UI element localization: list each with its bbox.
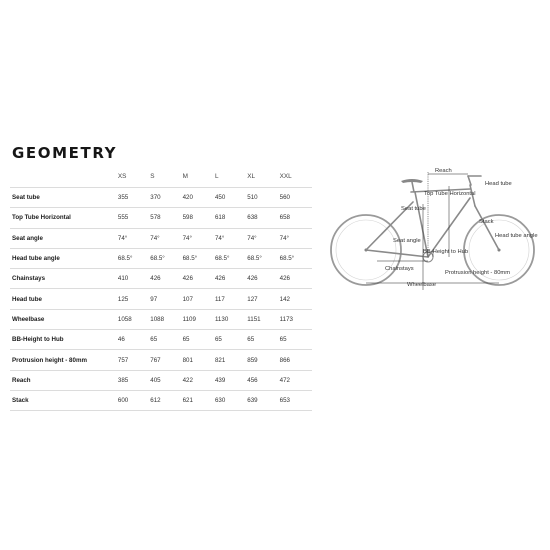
table-header-row — [10, 166, 312, 188]
table-cell: 472 — [279, 376, 290, 384]
geometry-table — [10, 166, 312, 411]
bike-frame — [366, 176, 499, 257]
row-label: Reach — [12, 376, 31, 384]
table-cell: 422 — [182, 376, 193, 384]
table-cell: 456 — [247, 376, 258, 384]
diagram-label-head-tube: Head tube — [485, 181, 512, 187]
table-cell: 618 — [214, 214, 226, 222]
table-cell: 74° — [247, 234, 257, 242]
table-row — [10, 330, 312, 350]
table-cell: 127 — [247, 295, 258, 303]
table-header-size: XL — [247, 173, 256, 180]
table-cell: 801 — [182, 356, 193, 364]
table-header-size: S — [150, 173, 155, 180]
table-cell: 370 — [150, 194, 161, 202]
table-cell: 46 — [117, 336, 125, 344]
table-cell: 560 — [279, 194, 290, 202]
row-label: Top Tube Horizontal — [12, 214, 71, 222]
table-row — [10, 269, 312, 289]
table-cell: 355 — [117, 194, 129, 202]
table-cell: 757 — [117, 356, 129, 364]
table-cell: 866 — [279, 356, 290, 364]
table-cell: 426 — [182, 275, 193, 283]
table-cell: 1109 — [182, 315, 196, 323]
table-cell: 426 — [279, 275, 290, 283]
table-row — [10, 371, 312, 391]
row-label: BB-Height to Hub — [12, 336, 64, 344]
table-cell: 142 — [279, 295, 290, 303]
table-cell: 578 — [150, 214, 161, 222]
stem-steerer — [468, 176, 471, 185]
table-cell: 598 — [182, 214, 193, 222]
row-label: Wheelbase — [12, 315, 45, 323]
table-row — [10, 249, 312, 269]
table-cell: 385 — [117, 376, 129, 384]
table-row — [10, 391, 312, 411]
row-label: Seat angle — [12, 234, 43, 242]
table-header-size: XS — [117, 173, 127, 180]
table-cell: 420 — [182, 194, 193, 202]
table-cell: 74° — [279, 234, 289, 242]
table-cell: 439 — [214, 376, 226, 384]
table-cell: 68.5° — [279, 255, 295, 263]
table-row — [10, 350, 312, 370]
table-cell: 1151 — [247, 315, 261, 323]
table-row — [10, 208, 312, 228]
row-label: Chainstays — [12, 275, 46, 283]
table-cell: 125 — [117, 295, 129, 303]
table-cell: 65 — [214, 336, 222, 344]
table-cell: 426 — [214, 275, 226, 283]
table-cell: 1088 — [150, 315, 165, 323]
table-cell: 65 — [150, 336, 158, 344]
table-cell: 65 — [247, 336, 255, 344]
table-cell: 68.5° — [247, 255, 262, 263]
table-cell: 426 — [247, 275, 258, 283]
table-cell: 74° — [214, 234, 225, 242]
diagram-label-head-tube-angle: Head tube angle — [495, 233, 538, 239]
table-cell: 555 — [117, 214, 129, 222]
table-cell: 405 — [150, 376, 161, 384]
diagram-label-seat-angle: Seat angle — [393, 238, 421, 244]
table-cell: 653 — [279, 397, 290, 405]
table-cell: 68.5° — [117, 255, 133, 263]
table-cell: 1058 — [117, 315, 132, 323]
table-cell: 621 — [182, 397, 193, 405]
table-cell: 74° — [150, 234, 160, 242]
chainstay — [366, 250, 428, 257]
row-label: Stack — [12, 397, 29, 405]
table-cell: 74° — [117, 234, 128, 242]
diagram-label-bb-height: BB-Height to Hub — [423, 249, 469, 255]
table-cell: 639 — [247, 397, 258, 405]
bike-geometry-diagram — [325, 162, 547, 304]
table-row — [10, 310, 312, 330]
table-row — [10, 289, 312, 309]
table-header-size: XXL — [279, 173, 292, 180]
table-cell: 68.5° — [214, 255, 230, 263]
seat-tube — [415, 192, 428, 257]
table-row — [10, 188, 312, 208]
table-cell: 658 — [279, 214, 290, 222]
table-cell: 638 — [247, 214, 258, 222]
diagram-label-top-tube: Top Tube Horizontal — [424, 191, 476, 197]
row-label: Head tube angle — [12, 255, 60, 263]
row-label: Seat tube — [12, 194, 40, 202]
table-cell: 767 — [150, 356, 161, 364]
table-cell: 1173 — [279, 315, 293, 323]
table-cell: 410 — [117, 275, 129, 283]
table-cell: 510 — [247, 194, 258, 202]
table-cell: 65 — [182, 336, 190, 344]
table-cell: 65 — [279, 336, 287, 344]
table-cell: 97 — [150, 295, 158, 303]
table-cell: 821 — [214, 356, 226, 364]
table-cell: 1130 — [214, 315, 229, 323]
page-title: GEOMETRY — [12, 144, 118, 162]
diagram-label-protrusion: Protrusion height - 80mm — [445, 270, 511, 276]
diagram-label-seat-tube: Seat tube — [401, 206, 426, 212]
row-label: Protrusion height - 80mm — [12, 356, 87, 364]
table-cell: 426 — [150, 275, 161, 283]
diagram-label-stack: Stack — [479, 219, 494, 225]
table-cell: 859 — [247, 356, 258, 364]
diagram-label-wheelbase: Wheelbase — [407, 282, 437, 288]
table-cell: 68.5° — [150, 255, 165, 263]
table-cell: 612 — [150, 397, 161, 405]
row-label: Head tube — [12, 295, 42, 303]
table-cell: 107 — [182, 295, 193, 303]
diagram-label-reach: Reach — [435, 168, 452, 174]
diagram-label-chainstays: Chainstays — [385, 266, 414, 272]
table-cell: 450 — [214, 194, 226, 202]
table-header-size: L — [214, 173, 219, 180]
table-cell: 117 — [214, 295, 225, 303]
table-row — [10, 229, 312, 249]
table-cell: 68.5° — [182, 255, 198, 263]
table-header-size: M — [182, 173, 188, 180]
table-cell: 74° — [182, 234, 192, 242]
seatpost — [412, 182, 414, 192]
table-cell: 630 — [214, 397, 226, 405]
table-cell: 600 — [117, 397, 129, 405]
